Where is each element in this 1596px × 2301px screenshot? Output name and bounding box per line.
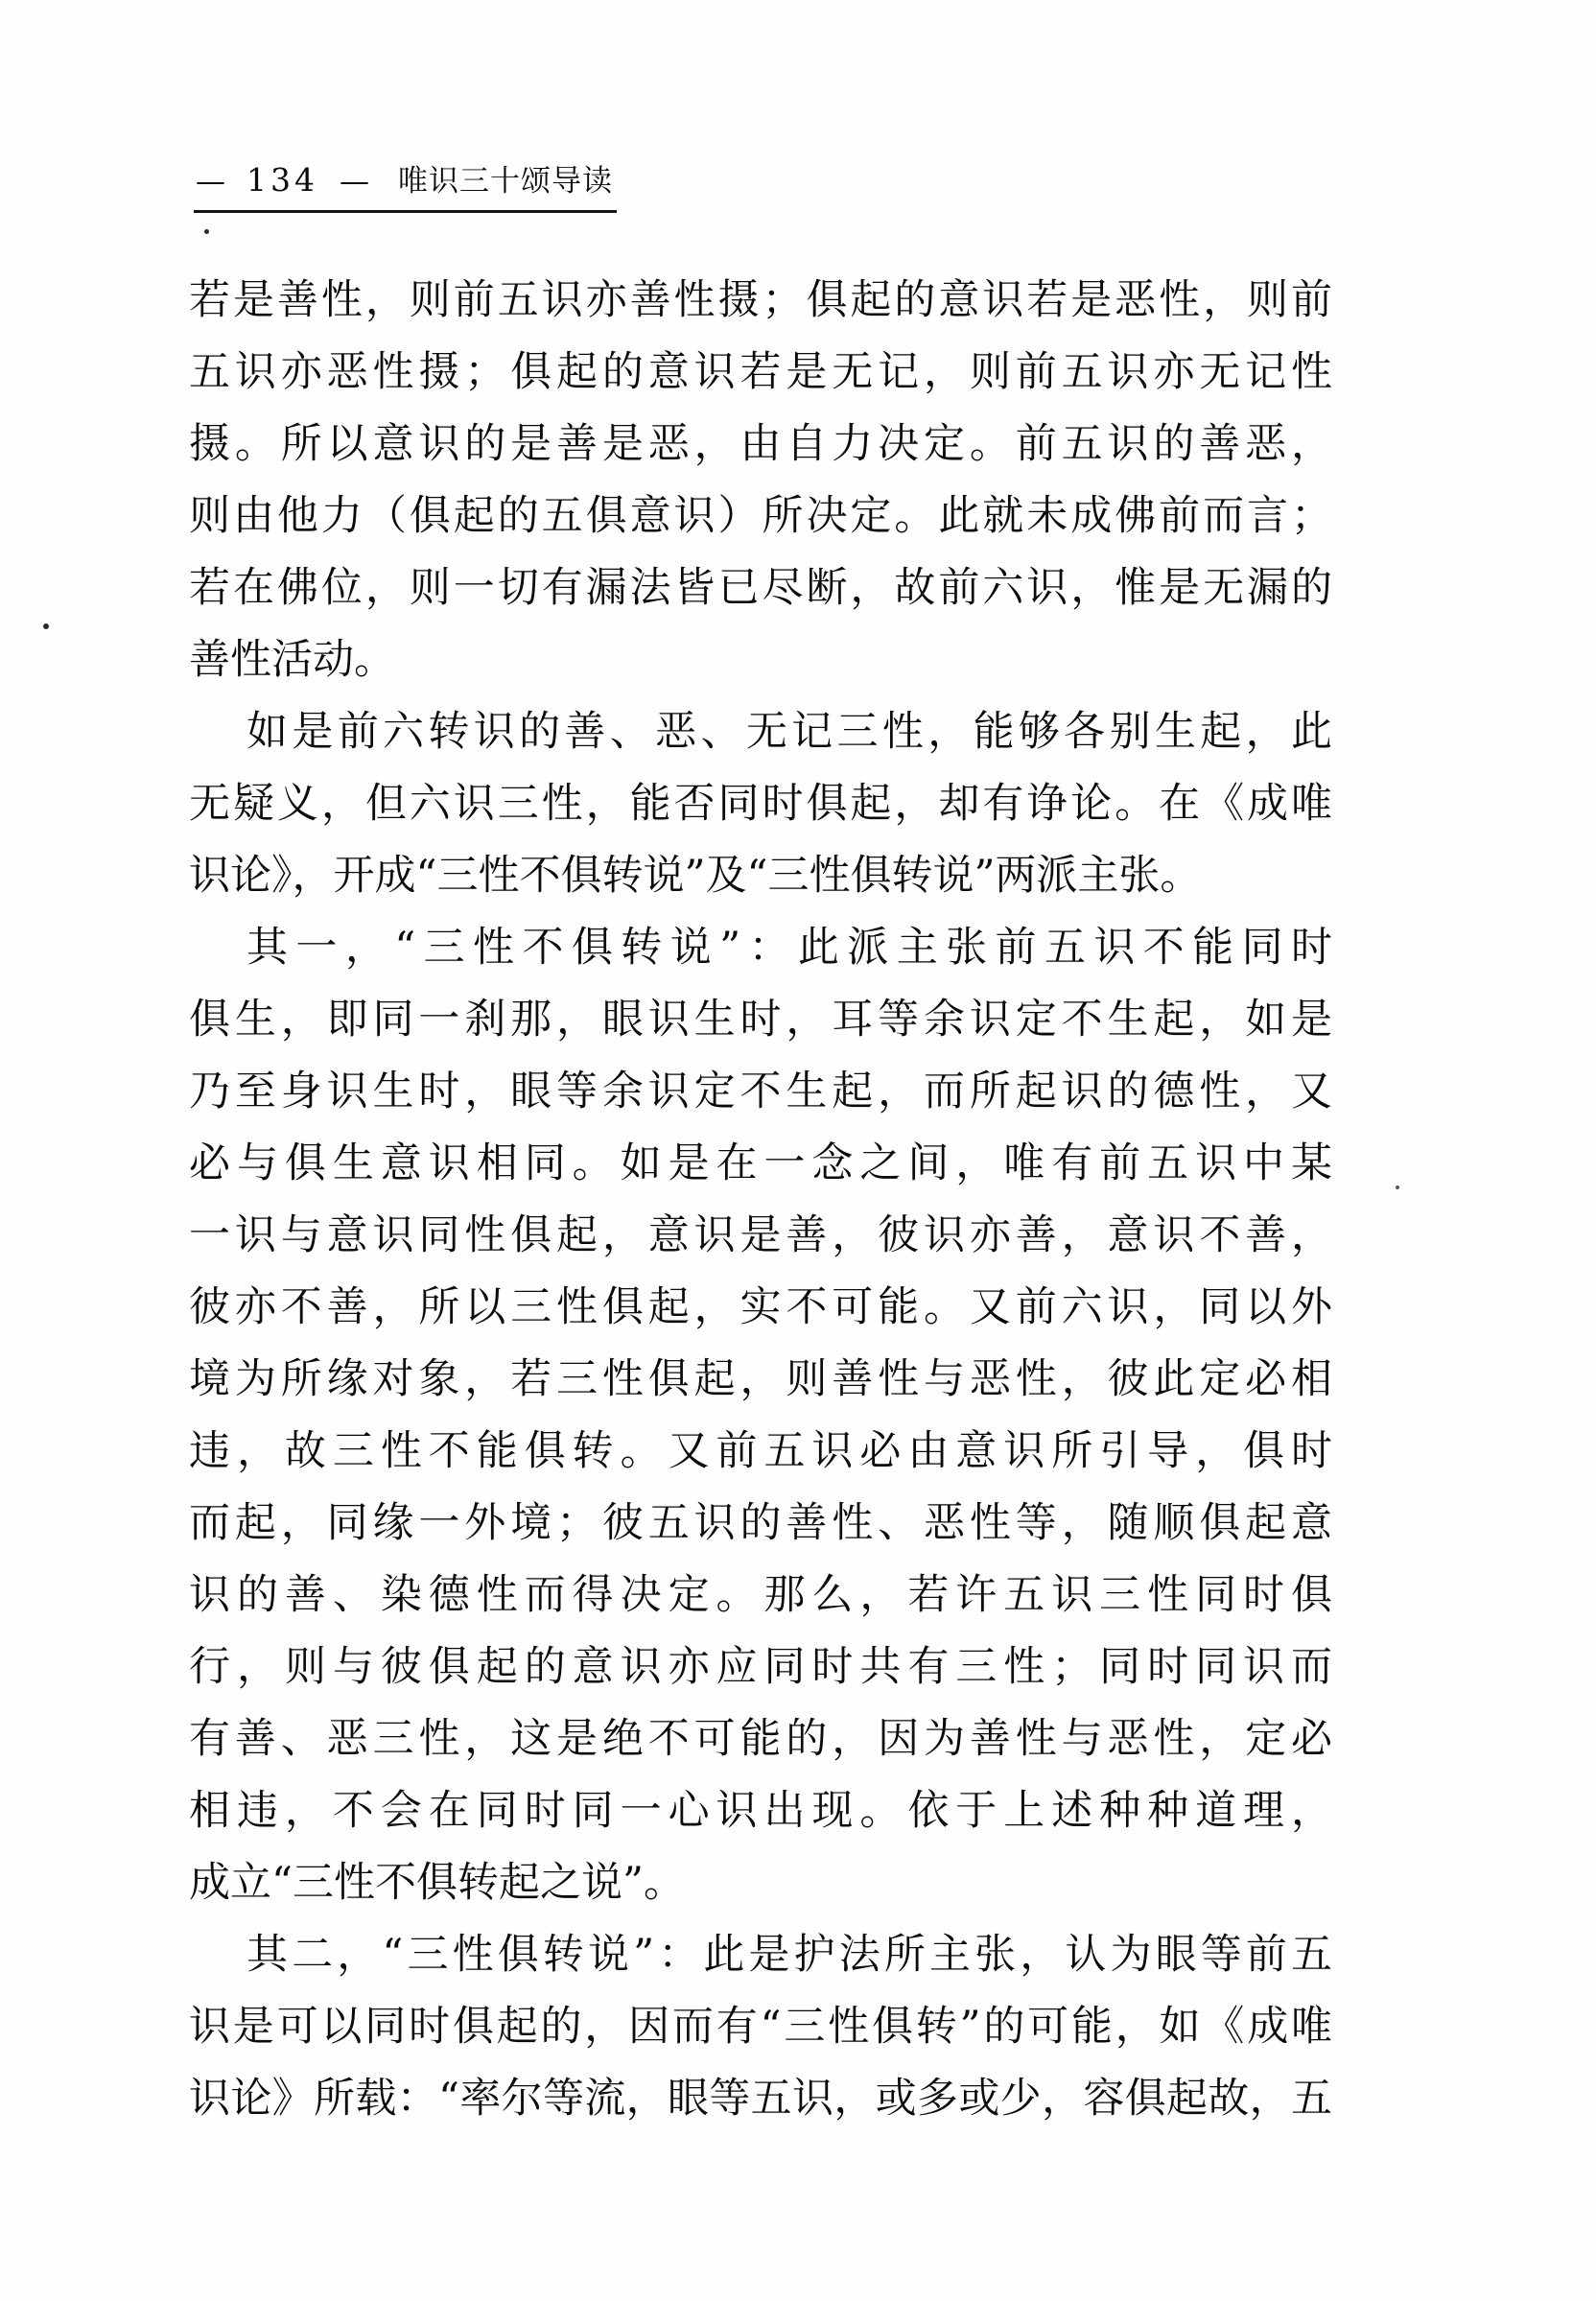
text-line: 若在佛位，则一切有漏法皆已尽断，故前六识，惟是无漏的 [189,564,1332,612]
text-line: 彼亦不善，所以三性俱起，实不可能。又前六识，同以外 [189,1283,1332,1331]
text-line: 善性活动。 [189,636,395,684]
text-line: 一识与意识同性俱起，意识是善，彼识亦善，意识不善， [189,1211,1332,1259]
page-number: 134 [246,161,318,199]
text-line: 无疑义，但六识三性，能否同时俱起，却有诤论。在《成唯 [189,780,1332,828]
scan-speck [204,229,209,234]
paragraph [189,912,1332,1919]
paragraph [189,265,1332,696]
text-line: 而起，同缘一外境；彼五识的善性、恶性等，随顺俱起意 [189,1499,1332,1547]
text-line: 俱生，即同一刹那，眼识生时，耳等余识定不生起，如是 [189,996,1332,1044]
header-dash-left: — [196,164,225,199]
text-line: 识论》，开成“三性不俱转说”及“三性俱转说”两派主张。 [189,852,1202,900]
header-dash-right: — [340,164,369,199]
text-line: 其二，“三性俱转说”：此是护法所主张，认为眼等前五 [246,1931,1332,1979]
text-line: 其一，“三性不俱转说”：此派主张前五识不能同时 [246,924,1332,972]
text-line: 如是前六转识的善、恶、无记三性，能够各别生起，此 [246,708,1332,756]
text-line: 相违，不会在同时同一心识出现。依于上述种种道理， [189,1787,1332,1835]
text-line: 乃至身识生时，眼等余识定不生起，而所起识的德性，又 [189,1068,1332,1115]
scan-speck [1396,1186,1399,1189]
text-line: 境为所缘对象，若三性俱起，则善性与恶性，彼此定必相 [189,1355,1332,1403]
text-line: 成立“三性不俱转起之说”。 [189,1859,685,1907]
paragraph [189,696,1332,912]
text-line: 违，故三性不能俱转。又前五识必由意识所引导，俱时 [189,1427,1332,1475]
text-line: 五识亦恶性摄；俱起的意识若是无记，则前五识亦无记性 [189,348,1332,396]
text-line: 则由他力（俱起的五俱意识）所决定。此就未成佛前而言； [189,492,1332,540]
paragraph [189,1919,1332,2135]
text-line: 摄。所以意识的是善是恶，由自力决定。前五识的善恶， [189,420,1332,468]
text-line: 识是可以同时俱起的，因而有“三性俱转”的可能，如《成唯 [189,2003,1332,2051]
scan-speck [43,623,49,629]
text-line: 识的善、染德性而得决定。那么，若许五识三性同时俱 [189,1571,1332,1619]
text-line: 必与俱生意识相同。如是在一念之间，唯有前五识中某 [189,1139,1332,1187]
text-line: 有善、恶三性，这是绝不可能的，因为善性与恶性，定必 [189,1715,1332,1763]
text-line: 识论》所载：“率尔等流，眼等五识，或多或少，容俱起故，五 [189,2075,1332,2123]
running-header [194,163,617,213]
text-line: 若是善性，则前五识亦善性摄；俱起的意识若是恶性，则前 [189,276,1332,324]
book-title: 唯识三十颂导读 [398,164,613,199]
page-body [189,265,1332,2135]
text-line: 行，则与彼俱起的意识亦应同时共有三性；同时同识而 [189,1643,1332,1691]
